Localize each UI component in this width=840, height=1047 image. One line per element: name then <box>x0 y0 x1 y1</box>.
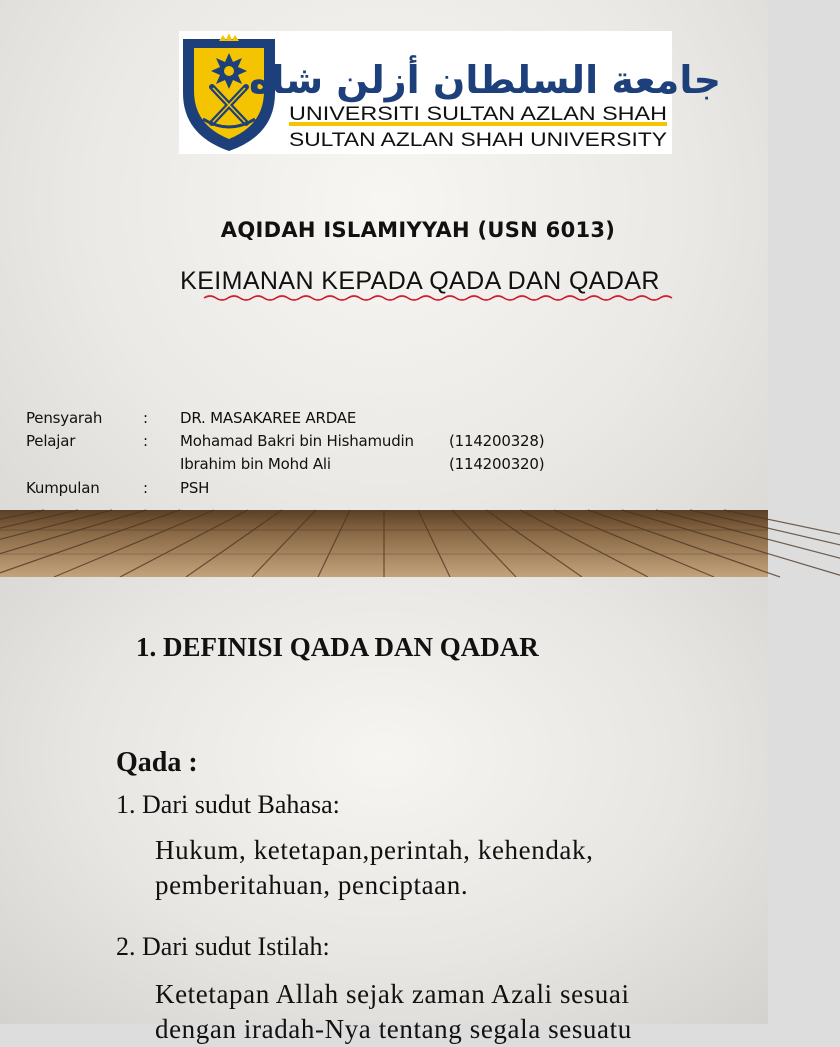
info-label-pelajar: Pelajar <box>26 432 76 450</box>
list-item-istilah: 2. Dari sudut Istilah: <box>116 932 330 961</box>
info-colon: : <box>143 409 148 427</box>
wood-floor-decoration <box>0 510 768 577</box>
lecturer-name: DR. MASAKAREE ARDAE <box>180 409 357 427</box>
istilah-definition <box>155 977 632 1047</box>
logo-name-ms: UNIVERSITI SULTAN AZLAN SHAH <box>289 104 667 125</box>
logo-arabic-text: جامعة السلطان أزلن شاه <box>249 58 721 102</box>
definition-heading: 1. DEFINISI QADA DAN QADAR <box>136 632 539 662</box>
list-item-bahasa: 1. Dari sudut Bahasa: <box>116 790 340 819</box>
bahasa-line-2: pemberitahuan, penciptaan. <box>155 870 469 900</box>
info-colon: : <box>143 479 148 497</box>
student-id: (114200328) <box>449 432 545 450</box>
qada-label: Qada : <box>116 747 198 778</box>
university-logo <box>179 31 721 154</box>
istilah-line-2: dengan iradah-Nya tentang segala sesuatu <box>155 1014 632 1044</box>
student-name: Ibrahim bin Mohd Ali <box>180 455 331 473</box>
spellcheck-underline <box>204 294 674 302</box>
info-label-kumpulan: Kumpulan <box>26 479 100 497</box>
course-title: AQIDAH ISLAMIYYAH (USN 6013) <box>220 218 616 242</box>
bahasa-definition <box>155 833 593 903</box>
group-name: PSH <box>180 479 210 497</box>
topic-title: KEIMANAN KEPADA QADA DAN QADAR <box>180 267 660 295</box>
bahasa-line-1: Hukum, ketetapan,perintah, kehendak, <box>155 835 594 865</box>
student-name: Mohamad Bakri bin Hishamudin <box>180 432 414 450</box>
info-colon: : <box>143 432 148 450</box>
info-label-pensyarah: Pensyarah <box>26 409 103 427</box>
student-id: (114200320) <box>449 455 545 473</box>
istilah-line-1: Ketetapan Allah sejak zaman Azali sesuai <box>155 979 630 1009</box>
logo-name-en: SULTAN AZLAN SHAH UNIVERSITY <box>289 130 668 151</box>
